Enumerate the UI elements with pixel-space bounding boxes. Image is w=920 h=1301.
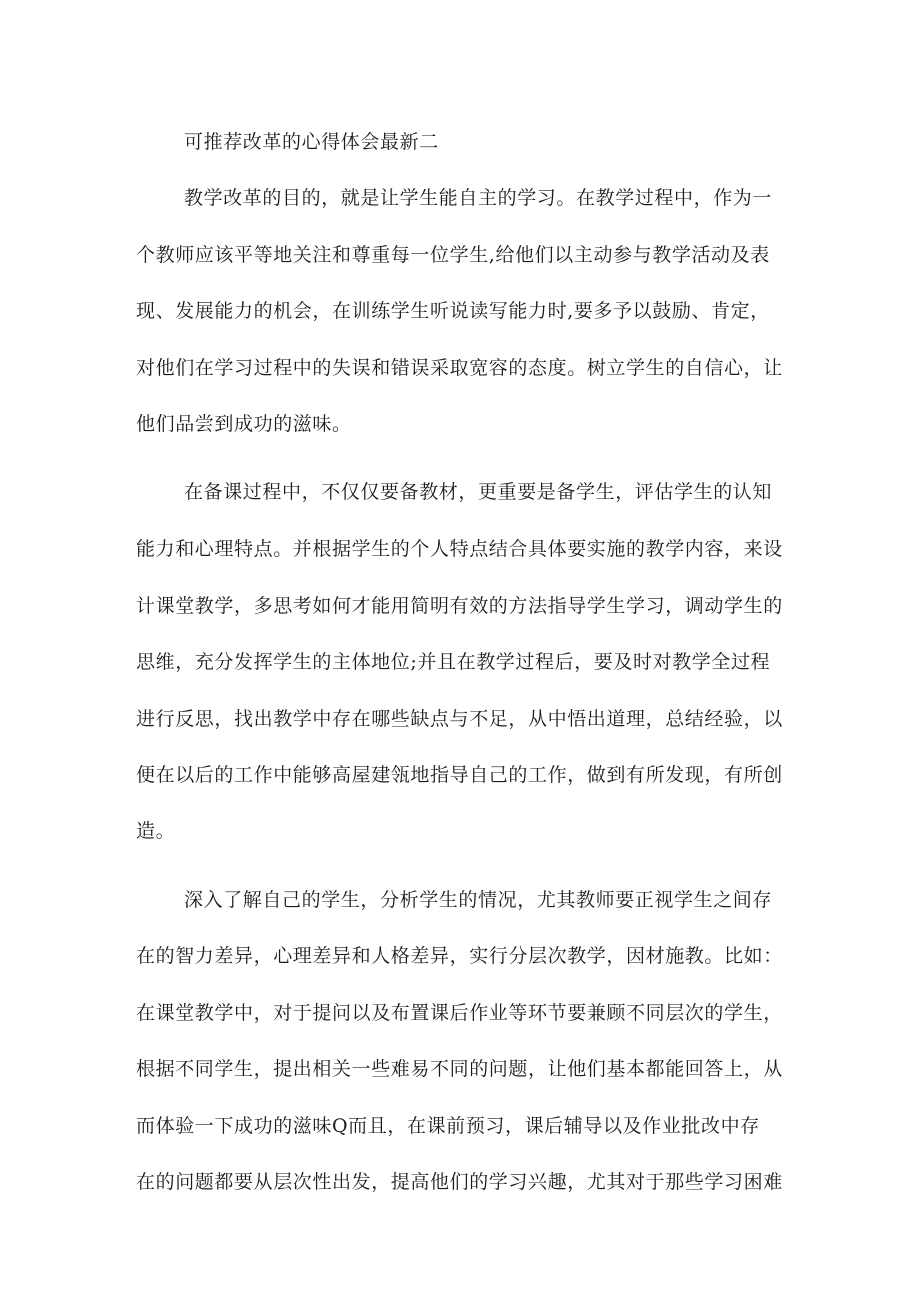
- paragraph-line: 根据不同学生，提出相关一些难易不同的问题，让他们基本都能回答上，从: [136, 1058, 783, 1080]
- paragraph-line: 在的智力差异，心理差异和人格差异，实行分层次教学，因材施教。比如：: [136, 945, 783, 967]
- paragraph-line: 个教师应该平等地关注和尊重每一位学生,给他们以主动参与教学活动及表: [136, 244, 770, 266]
- paragraph-line: 思维，充分发挥学生的主体地位;并且在教学过程后，要及时对教学全过程: [136, 651, 771, 673]
- paragraph-line: 他们品尝到成功的滋味。: [136, 413, 352, 435]
- paragraph-line: 造。: [136, 820, 176, 842]
- paragraph-line: 在课堂教学中，对于提问以及布置课后作业等环节要兼顾不同层次的学生，: [136, 1002, 783, 1024]
- paragraph-line: 深入了解自己的学生，分析学生的情况，尤其教师要正视学生之间存: [184, 889, 773, 911]
- paragraph-line: 对他们在学习过程中的失误和错误采取宽容的态度。树立学生的自信心，让: [136, 357, 783, 379]
- paragraph-line: 在的问题都要从层次性出发，提高他们的学习兴趣，尤其对于那些学习困难: [136, 1171, 783, 1193]
- paragraph-line: 现、发展能力的机会，在训练学生听说读写能力时,要多予以鼓励、肯定，: [136, 300, 770, 322]
- paragraph-line: 而体验一下成功的滋味Q而且，在课前预习，课后辅导以及作业批改中存: [136, 1115, 760, 1137]
- paragraph-line: 进行反思，找出教学中存在哪些缺点与不足，从中悟出道理，总结经验，以: [136, 708, 783, 730]
- document-title: 可推荐改革的心得体会最新二: [184, 131, 439, 153]
- paragraph-line: 便在以后的工作中能够高屋建瓴地指导自己的工作，做到有所发现，有所创: [136, 764, 783, 786]
- paragraph-line: 教学改革的目的，就是让学生能自主的学习。在教学过程中，作为一: [184, 187, 773, 209]
- paragraph-line: 计课堂教学，多思考如何才能用简明有效的方法指导学生学习，调动学生的: [136, 595, 783, 617]
- paragraph-line: 能力和心理特点。并根据学生的个人特点结合具体要实施的教学内容，来设: [136, 538, 783, 560]
- paragraph-line: 在备课过程中，不仅仅要备教材，更重要是备学生，评估学生的认知: [184, 481, 773, 503]
